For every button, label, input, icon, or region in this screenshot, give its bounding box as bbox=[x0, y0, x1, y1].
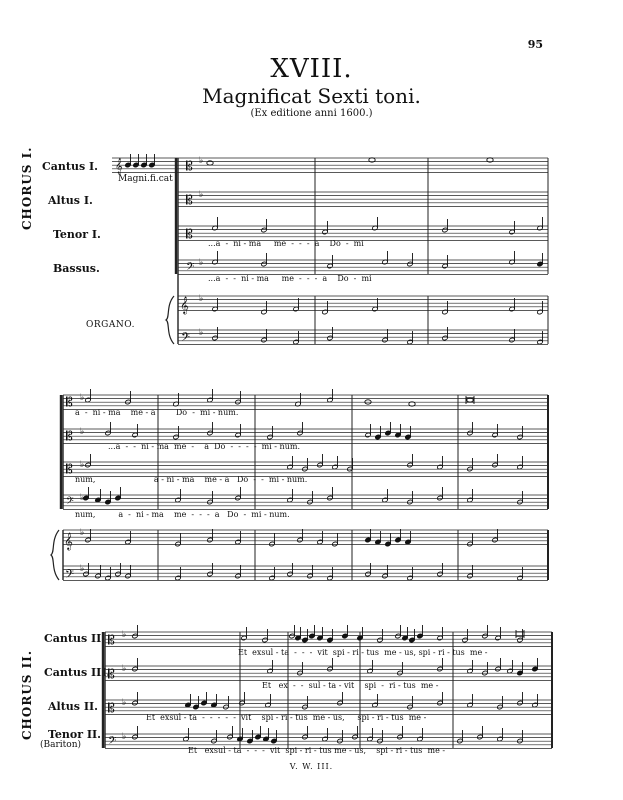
clef: 𝄢 bbox=[65, 568, 75, 584]
lyrics-s3-cantus2: Et exsul - ta - - - vit spi - ri - tus me - us, spi - ri - tus me - bbox=[238, 648, 488, 657]
voice-label-bariton: (Bariton) bbox=[40, 740, 82, 750]
barlines bbox=[51, 158, 552, 748]
clef: 𝄞 bbox=[180, 296, 189, 314]
clef: 𝄡 bbox=[186, 159, 193, 173]
lyrics-s1-bassus: ...a - - ni - ma me - - - a Do - mi bbox=[208, 274, 372, 283]
clef: 𝄢 bbox=[186, 261, 195, 276]
flat-sign: ♭ bbox=[199, 328, 204, 338]
notes bbox=[83, 154, 543, 744]
clef: 𝄢 bbox=[108, 735, 117, 750]
flat-sign: ♭ bbox=[80, 393, 85, 403]
flat-sign: ♭ bbox=[122, 698, 127, 708]
chorus-2-label: CHORUS II. bbox=[20, 649, 34, 740]
clef: 𝄡 bbox=[186, 193, 193, 207]
lyrics-s2-tenor: num, a - ni - ma me - a Do - - mi - num. bbox=[75, 475, 308, 484]
clef: 𝄡 bbox=[108, 701, 115, 715]
lyrics-s1-tenor: ...a - ni - ma me - - - a Do - mi bbox=[208, 239, 364, 248]
organ-brace bbox=[166, 296, 174, 344]
lyrics-s2-altus: ...a - - ni - ma me - a Do - - - - mi - num. bbox=[108, 442, 300, 451]
clef: 𝄞 bbox=[64, 532, 73, 550]
clef: 𝄡 bbox=[108, 633, 115, 647]
chorus-1-label: CHORUS I. bbox=[20, 146, 34, 230]
staff-lines bbox=[63, 158, 552, 748]
flat-sign: ♭ bbox=[80, 564, 85, 574]
clef: 𝄡 bbox=[66, 395, 73, 409]
footer-code: V. W. III. bbox=[289, 762, 334, 771]
organ-brace bbox=[51, 530, 59, 580]
flat-sign: ♭ bbox=[199, 294, 204, 304]
voice-label-tenor-1: Tenor I. bbox=[53, 228, 101, 241]
voice-label-cantus-2: Cantus II. bbox=[44, 632, 106, 645]
lyrics-s2-cantus: a - ni - ma me - a Do - mi - num. bbox=[75, 408, 239, 417]
clefs bbox=[64, 156, 203, 750]
clef: 𝄢 bbox=[66, 495, 74, 509]
incipit-text: Magni.fi.cat bbox=[118, 174, 173, 184]
organ-label: ORGANO. bbox=[86, 320, 135, 330]
voice-label-cantus-3: Cantus III. bbox=[44, 666, 111, 679]
flat-sign: ♭ bbox=[199, 190, 204, 200]
lyrics-s3-cantus3: Et ex - - sul - ta - vit spi - ri - tus me - bbox=[262, 681, 439, 690]
flat-sign: ♭ bbox=[122, 664, 127, 674]
voice-label-tenor-2: Tenor II. bbox=[48, 728, 102, 741]
flat-sign: ♭ bbox=[80, 427, 85, 437]
clef: 𝄞 bbox=[115, 159, 123, 174]
lyrics-s3-tenor2: Et exsul - ta - - - vit spi - ri - tus me - us, spi - ri - tus me - bbox=[188, 746, 446, 755]
voice-label-altus-2: Altus II. bbox=[48, 700, 98, 713]
flat-sign: ♭ bbox=[122, 732, 127, 742]
voice-label-altus-1: Altus I. bbox=[48, 194, 93, 207]
clef: 𝄡 bbox=[66, 462, 73, 476]
flat-sign: ♭ bbox=[80, 493, 85, 503]
page-number: 95 bbox=[527, 38, 543, 51]
flat-sign: ♭ bbox=[80, 528, 85, 538]
clef: 𝄢 bbox=[181, 331, 191, 347]
voice-label-cantus-1: Cantus I. bbox=[42, 160, 98, 173]
lyrics-s3-altus2: Et exsul - ta - - - - - vit spi - ri - tus me - us, spi - ri - tus me - bbox=[146, 713, 427, 722]
flat-sign: ♭ bbox=[199, 156, 204, 166]
piece-number: XVIII. bbox=[270, 54, 353, 84]
piece-title: Magnificat Sexti toni. bbox=[202, 84, 421, 108]
piece-subtitle: (Ex editione anni 1600.) bbox=[250, 108, 373, 119]
clef: 𝄡 bbox=[66, 429, 73, 443]
voice-label-bassus: Bassus. bbox=[53, 262, 100, 275]
clef: 𝄡 bbox=[108, 667, 115, 681]
lyrics-s2-bassus: num, a - ni - ma me - - - a Do - mi - num. bbox=[75, 510, 290, 519]
flat-sign: ♭ bbox=[80, 460, 85, 470]
flat-sign: ♭ bbox=[199, 258, 204, 268]
clef: 𝄡 bbox=[186, 227, 193, 241]
flat-sign: ♭ bbox=[122, 630, 127, 640]
